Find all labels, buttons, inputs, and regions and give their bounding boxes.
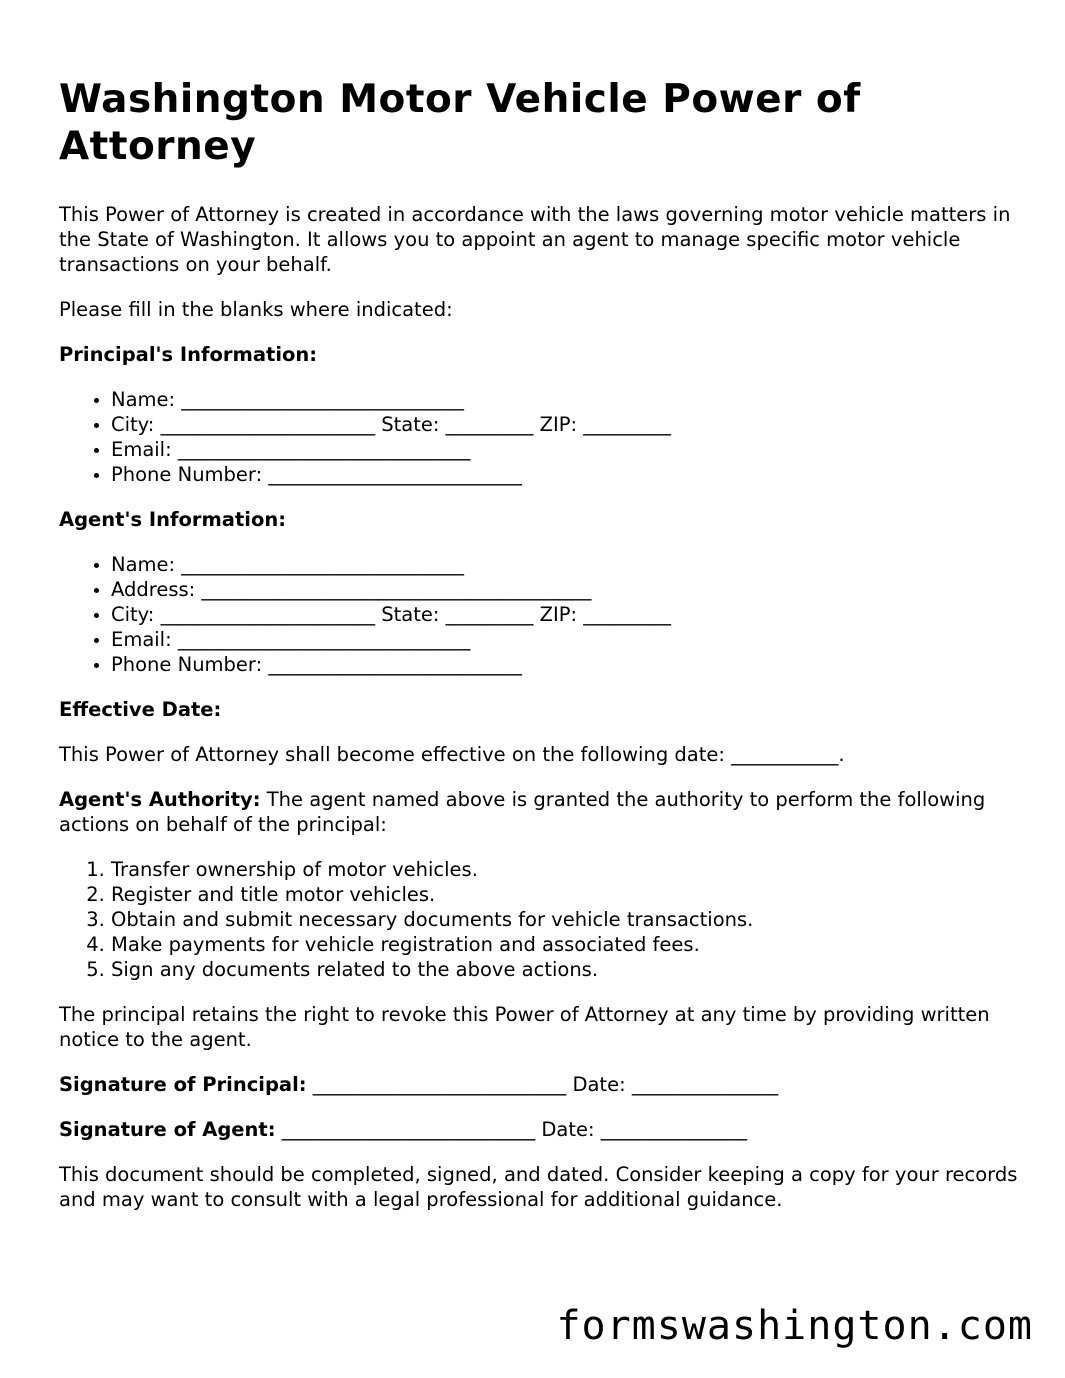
principal-signature-line [59,1072,1019,1097]
principal-email-field: • Email: ______________________________ [111,437,1019,462]
agent-signature-label: Signature of Agent: [59,1118,276,1141]
authority-item: 3. Obtain and submit necessary documents for vehicle transactions. [111,907,1019,932]
instruction-text: Please fill in the blanks where indicated: [59,298,453,321]
authority-paragraph [59,787,1019,837]
agent-name-field: • Name: _____________________________ [111,552,1019,577]
agent-info-list [59,552,1019,677]
principal-name-field: • Name: _____________________________ [111,387,1019,412]
agent-address-field: • Address: ________________________________________ [111,577,1019,602]
revoke-paragraph: The principal retains the right to revoke this Power of Attorney at any time by providing written notice to the agent. [59,1003,990,1051]
site-watermark: formswashington.com [556,1303,1033,1349]
principal-heading: Principal's Information: [59,343,318,366]
authority-text: The agent named above is granted the authority to perform the following actions on behalf of the principal: [59,788,986,836]
agent-heading: Agent's Information: [59,508,287,531]
agent-email-field: • Email: ______________________________ [111,627,1019,652]
authority-item: 5. Sign any documents related to the above actions. [111,957,1019,982]
principal-signature-blank: __________________________ Date: _______________ [306,1073,779,1096]
agent-city-field: • City: ______________________ State: _________ ZIP: _________ [111,602,1019,627]
authority-item: 4. Make payments for vehicle registration and associated fees. [111,932,1019,957]
document-page [59,76,1019,1232]
principal-signature-label: Signature of Principal: [59,1073,307,1096]
authority-item: 1. Transfer ownership of motor vehicles. [111,857,1019,882]
authority-list [59,857,1019,982]
effective-date-heading: Effective Date: [59,698,222,721]
effective-date-text: This Power of Attorney shall become effective on the following date: ___________. [59,743,845,766]
closing-paragraph: This document should be completed, signed, and dated. Consider keeping a copy for your records and may want to consult with a legal professional for additional guidance. [59,1163,1018,1211]
agent-signature-blank: __________________________ Date: _______________ [275,1118,748,1141]
principal-info-list [59,387,1019,487]
authority-item: 2. Register and title motor vehicles. [111,882,1019,907]
principal-phone-field: • Phone Number: __________________________ [111,462,1019,487]
authority-label: Agent's Authority: [59,788,261,811]
agent-phone-field: • Phone Number: __________________________ [111,652,1019,677]
intro-paragraph: This Power of Attorney is created in accordance with the laws governing motor vehicle matters in the State of Washington. It allows you to appoint an agent to manage specific motor vehicle transactions on your behalf. [59,203,1011,276]
principal-city-field: • City: ______________________ State: _________ ZIP: _________ [111,412,1019,437]
document-title: Washington Motor Vehicle Power of Attorney [59,77,861,169]
agent-signature-line [59,1117,1019,1142]
